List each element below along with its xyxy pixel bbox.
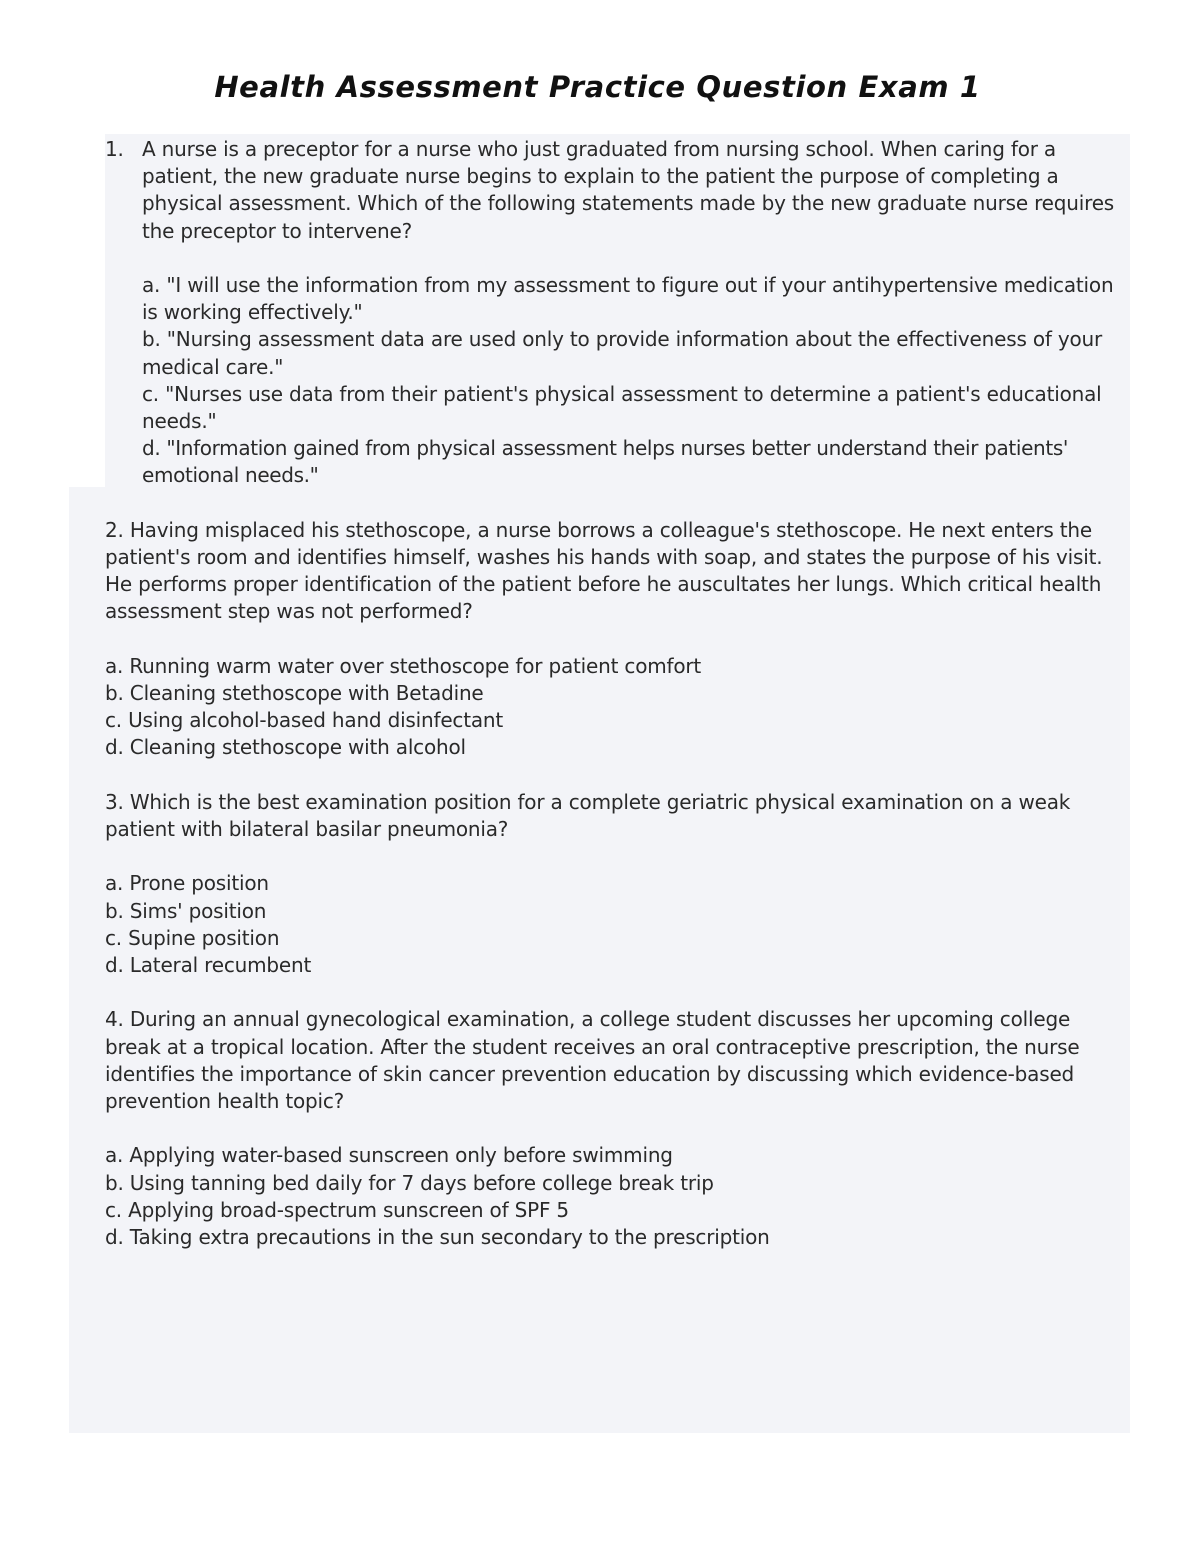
question-1 [105,136,1129,490]
question-1-body [142,136,1129,490]
spacer [105,762,1129,789]
question-1-option-a: a. "I will use the information from my assessment to figure out if your antihypertensive medication is working effectively." [142,273,1114,325]
question-1-number: 1. [105,137,124,161]
question-4-stem: 4. During an annual gynecological examination, a college student discusses her upcoming college break at a tropical location. After the student receives an oral contraceptive prescription, the nurse identifies the importance of skin cancer prevention education by discussing which evidence-based prevention health topic? [105,1007,1080,1114]
spacer [105,626,1129,653]
question-3-option-c: c. Supine position [105,925,280,950]
spacer [105,490,1129,517]
question-2-option-d: d. Cleaning stethoscope with alcohol [105,735,466,760]
spacer [105,1115,1129,1142]
question-4-option-a: a. Applying water-based sunscreen only before swimming [105,1143,673,1168]
question-list [105,136,1129,1251]
question-3-option-d: d. Lateral recumbent [105,953,312,978]
spacer [105,843,1129,870]
question-4-option-d: d. Taking extra precautions in the sun secondary to the prescription [105,1225,770,1250]
question-4-option-b: b. Using tanning bed daily for 7 days before college break trip [105,1170,714,1195]
question-3-stem: 3. Which is the best examination position for a complete geriatric physical examination on a weak patient with bilateral basilar pneumonia? [105,789,1071,842]
question-2-option-a: a. Running warm water over stethoscope for patient comfort [105,653,702,678]
question-3-option-a: a. Prone position [105,871,269,896]
question-1-option-b: b. "Nursing assessment data are used only to provide information about the effectiveness of your medical care." [142,327,1103,379]
question-1-option-d: d. "Information gained from physical assessment helps nurses better understand their patients' emotional needs." [142,436,1069,488]
question-2-stem: 2. Having misplaced his stethoscope, a nurse borrows a colleague's stethoscope. He next enters the patient's room and identifies himself, washes his hands with soap, and states the purpose of his visit. He performs proper identification of the patient before he auscultates her lungs. Which critical health assessment step was not performed? [105,517,1103,624]
question-1-stem: A nurse is a preceptor for a nurse who just graduated from nursing school. When caring for a patient, the new graduate nurse begins to explain to the patient the purpose of completing a physical assessment. Which of the following statements made by the new graduate nurse requires the preceptor to intervene? [142,137,1115,243]
question-1-option-c: c. "Nurses use data from their patient's physical assessment to determine a patient's educational needs." [142,381,1102,434]
question-2 [105,517,1129,762]
question-3 [105,789,1129,979]
spacer [142,245,1129,272]
question-3-option-b: b. Sims' position [105,898,267,923]
question-2-option-c: c. Using alcohol-based hand disinfectant [105,708,504,733]
question-4-option-c: c. Applying broad-spectrum sunscreen of SPF 5 [105,1197,569,1222]
question-2-option-b: b. Cleaning stethoscope with Betadine [105,681,484,706]
spacer [105,979,1129,1006]
document-title: Health Assessment Practice Question Exam 1 [214,70,981,104]
question-4 [105,1006,1129,1251]
